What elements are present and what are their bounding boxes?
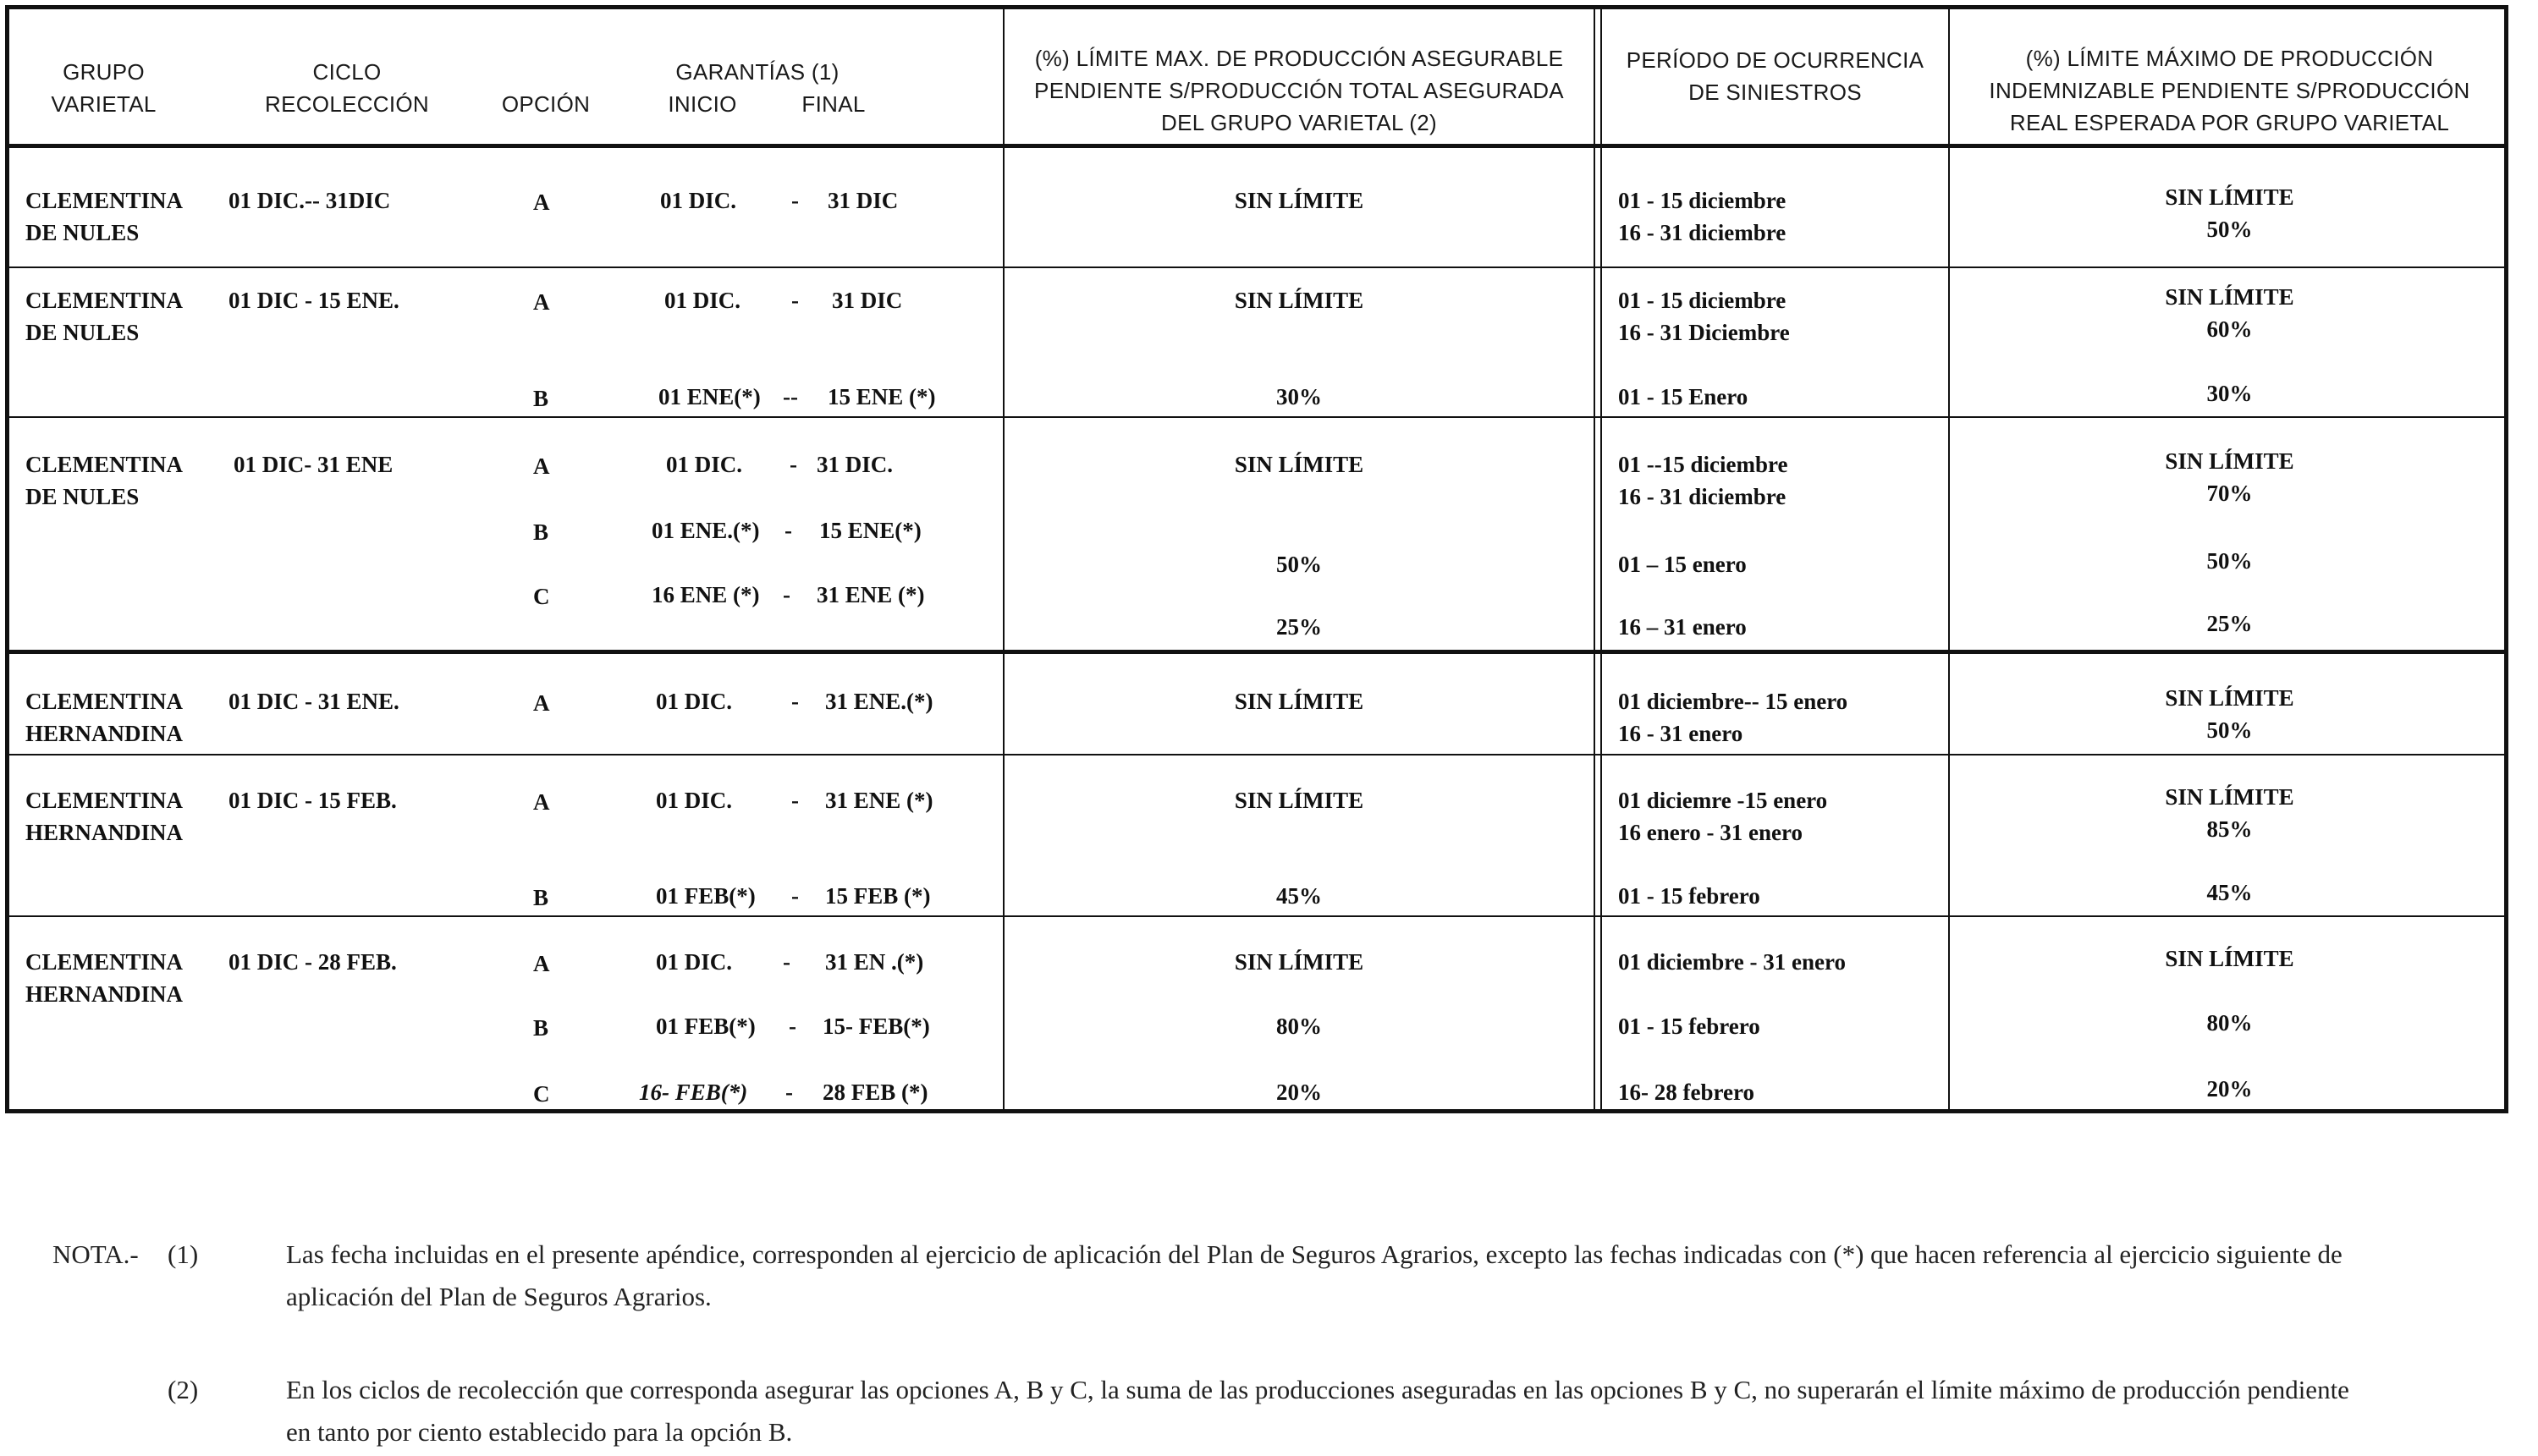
limite-asegurable: SIN LÍMITE [1234, 288, 1364, 313]
periodo-ocurrencia: 01 - 15 diciembre 16 - 31 Diciembre [1618, 288, 1790, 345]
garantia-separator: - [785, 518, 792, 543]
garantia-final: 15 FEB (*) [825, 883, 931, 909]
column-separator [1600, 5, 1602, 1113]
header-garantias: GARANTÍAS (1) [675, 59, 840, 85]
garantia-final: 31 ENE (*) [817, 582, 925, 607]
periodo-ocurrencia: 01 - 15 febrero [1618, 1014, 1760, 1039]
garantia-inicio: 01 DIC. [666, 452, 743, 477]
header-opcion: OPCIÓN [501, 91, 591, 117]
note-line: en tanto por ciento establecido para la opción B. [286, 1417, 793, 1447]
row-separator [5, 754, 2508, 755]
garantia-final: 31 DIC. [817, 452, 894, 477]
garantia-separator: - [789, 1014, 796, 1039]
column-separator [1003, 5, 1005, 1113]
garantia-final: 31 DIC [828, 188, 899, 213]
garantia-inicio: 01 DIC. [656, 788, 733, 813]
header-final: FINAL [801, 91, 866, 117]
garantia-final: 31 ENE.(*) [825, 689, 933, 714]
opcion: A [533, 453, 550, 479]
row-separator [5, 416, 2508, 418]
garantia-final: 15 ENE (*) [828, 384, 936, 409]
opcion: C [533, 1081, 550, 1107]
note-number: (1) [168, 1239, 199, 1269]
garantia-separator: - [791, 288, 799, 313]
limite-indemnizable: SIN LÍMITE 50% [2165, 184, 2294, 242]
header-separator [5, 144, 2508, 148]
limite-indemnizable: 30% [2206, 381, 2253, 406]
note-text [286, 1369, 2520, 1453]
limite-asegurable: 50% [1276, 552, 1322, 577]
limite-asegurable: 20% [1276, 1080, 1322, 1105]
note-number: (2) [168, 1375, 199, 1404]
limite-asegurable: SIN LÍMITE [1234, 689, 1364, 714]
header-limite-indemnizable: (%) LÍMITE MÁXIMO DE PRODUCCIÓN INDEMNIZABLE PENDIENTE S/PRODUCCIÓN REAL ESPERADA POR GRUPO VARIETAL [1989, 46, 2470, 135]
grupo-varietal: CLEMENTINA DE NULES [25, 452, 184, 509]
opcion: A [533, 789, 550, 815]
limite-indemnizable: 25% [2206, 611, 2253, 636]
limite-asegurable: 25% [1276, 614, 1322, 640]
note-line: aplicación del Plan de Seguros Agrarios. [286, 1282, 712, 1311]
periodo-ocurrencia: 01 – 15 enero [1618, 552, 1747, 577]
header-periodo-ocurrencia: PERÍODO DE OCURRENCIA DE SINIESTROS [1626, 47, 1924, 105]
garantia-inicio: 01 DIC. [656, 689, 733, 714]
group-separator [5, 650, 2508, 654]
garantia-inicio: 01 ENE(*) [658, 384, 761, 409]
note-line: En los ciclos de recolección que corresponda asegurar las opciones A, B y C, la suma de las producciones aseguradas en las opciones B y C, no superarán el límite máximo de producción pendiente [286, 1375, 2349, 1404]
garantia-separator: - [783, 582, 790, 607]
header-ciclo-recoleccion: CICLO RECOLECCIÓN [265, 59, 429, 117]
ciclo-recoleccion: 01 DIC- 31 ENE [234, 452, 394, 477]
opcion: B [533, 519, 549, 545]
garantia-separator: - [791, 188, 799, 213]
garantia-inicio: 01 FEB(*) [656, 883, 756, 909]
garantia-separator: - [783, 949, 790, 975]
ciclo-recoleccion: 01 DIC - 15 ENE. [228, 288, 399, 313]
limite-asegurable: 30% [1276, 384, 1322, 409]
garantia-inicio: 01 DIC. [664, 288, 741, 313]
row-separator [5, 915, 2508, 917]
periodo-ocurrencia: 01 - 15 Enero [1618, 384, 1748, 409]
column-separator [1594, 5, 1595, 1113]
note-line: Las fecha incluidas en el presente apéndice, corresponden al ejercicio de aplicación del Plan de Seguros Agrarios, excepto las fechas indicadas con (*) que hacen referencia al ejercicio siguiente de [286, 1239, 2343, 1269]
garantia-separator: - [790, 452, 797, 477]
ciclo-recoleccion: 01 DIC - 31 ENE. [228, 689, 399, 714]
grupo-varietal: CLEMENTINA DE NULES [25, 288, 184, 345]
grupo-varietal: CLEMENTINA HERNANDINA [25, 788, 184, 845]
periodo-ocurrencia: 16- 28 febrero [1618, 1080, 1754, 1105]
ciclo-recoleccion: 01 DIC - 15 FEB. [228, 788, 397, 813]
garantia-final: 15 ENE(*) [819, 518, 922, 543]
ciclo-recoleccion: 01 DIC - 28 FEB. [228, 949, 397, 975]
garantia-inicio: 16- FEB(*) [639, 1080, 748, 1105]
periodo-ocurrencia: 01 diciemre -15 enero 16 enero - 31 enero [1618, 788, 1828, 845]
periodo-ocurrencia: 01 - 15 febrero [1618, 883, 1760, 909]
limite-indemnizable: SIN LÍMITE [2165, 946, 2294, 971]
opcion: A [533, 289, 550, 315]
limite-indemnizable: SIN LÍMITE 70% [2165, 448, 2294, 506]
garantia-inicio: 01 DIC. [656, 949, 733, 975]
periodo-ocurrencia: 16 – 31 enero [1618, 614, 1747, 640]
garantia-separator: - [791, 883, 799, 909]
column-separator [1948, 5, 1950, 1113]
header-grupo-varietal: GRUPO VARIETAL [51, 59, 157, 117]
garantia-inicio: 01 FEB(*) [656, 1014, 756, 1039]
limite-asegurable: SIN LÍMITE [1234, 188, 1364, 213]
garantia-separator: - [791, 689, 799, 714]
limite-indemnizable: SIN LÍMITE 85% [2165, 784, 2294, 842]
garantia-inicio: 01 ENE.(*) [652, 518, 760, 543]
limite-indemnizable: 45% [2206, 880, 2253, 905]
ciclo-recoleccion: 01 DIC.-- 31DIC [228, 188, 391, 213]
limite-asegurable: 80% [1276, 1014, 1322, 1039]
grupo-varietal: CLEMENTINA HERNANDINA [25, 949, 184, 1007]
limite-asegurable: SIN LÍMITE [1234, 949, 1364, 975]
limite-indemnizable: 80% [2206, 1010, 2253, 1036]
garantia-separator: -- [783, 384, 798, 409]
limite-indemnizable: SIN LÍMITE 60% [2165, 284, 2294, 342]
note-text [286, 1233, 2520, 1318]
opcion: A [533, 690, 550, 716]
garantia-final: 31 EN .(*) [825, 949, 924, 975]
garantia-final: 31 ENE (*) [825, 788, 933, 813]
opcion: B [533, 1015, 549, 1041]
limite-asegurable: SIN LÍMITE [1234, 788, 1364, 813]
garantia-separator: - [791, 788, 799, 813]
periodo-ocurrencia: 01 - 15 diciembre 16 - 31 diciembre [1618, 188, 1787, 245]
row-separator [5, 266, 2508, 268]
periodo-ocurrencia: 01 --15 diciembre 16 - 31 diciembre [1618, 452, 1788, 509]
garantia-inicio: 16 ENE (*) [652, 582, 760, 607]
grupo-varietal: CLEMENTINA DE NULES [25, 188, 184, 245]
limite-indemnizable: SIN LÍMITE 50% [2165, 685, 2294, 743]
garantia-final: 28 FEB (*) [823, 1080, 928, 1105]
periodo-ocurrencia: 01 diciembre - 31 enero [1618, 949, 1846, 975]
opcion: A [533, 951, 550, 976]
garantia-final: 31 DIC [832, 288, 903, 313]
garantia-separator: - [785, 1080, 793, 1105]
opcion: C [533, 584, 550, 609]
garantia-inicio: 01 DIC. [660, 188, 737, 213]
header-limite-asegurable: (%) LÍMITE MAX. DE PRODUCCIÓN ASEGURABLE PENDIENTE S/PRODUCCIÓN TOTAL ASEGURADA DEL GRUPO VARIETAL (2) [1034, 46, 1564, 135]
opcion: A [533, 190, 550, 215]
opcion: B [533, 386, 549, 411]
limite-indemnizable: 50% [2206, 548, 2253, 574]
limite-asegurable: 45% [1276, 883, 1322, 909]
note-prefix: NOTA.- [52, 1239, 139, 1269]
header-inicio: INICIO [668, 91, 737, 117]
grupo-varietal: CLEMENTINA HERNANDINA [25, 689, 184, 746]
opcion: B [533, 885, 549, 910]
periodo-ocurrencia: 01 diciembre-- 15 enero 16 - 31 enero [1618, 689, 1848, 746]
garantia-final: 15- FEB(*) [823, 1014, 930, 1039]
limite-indemnizable: 20% [2206, 1076, 2253, 1102]
limite-asegurable: SIN LÍMITE [1234, 452, 1364, 477]
